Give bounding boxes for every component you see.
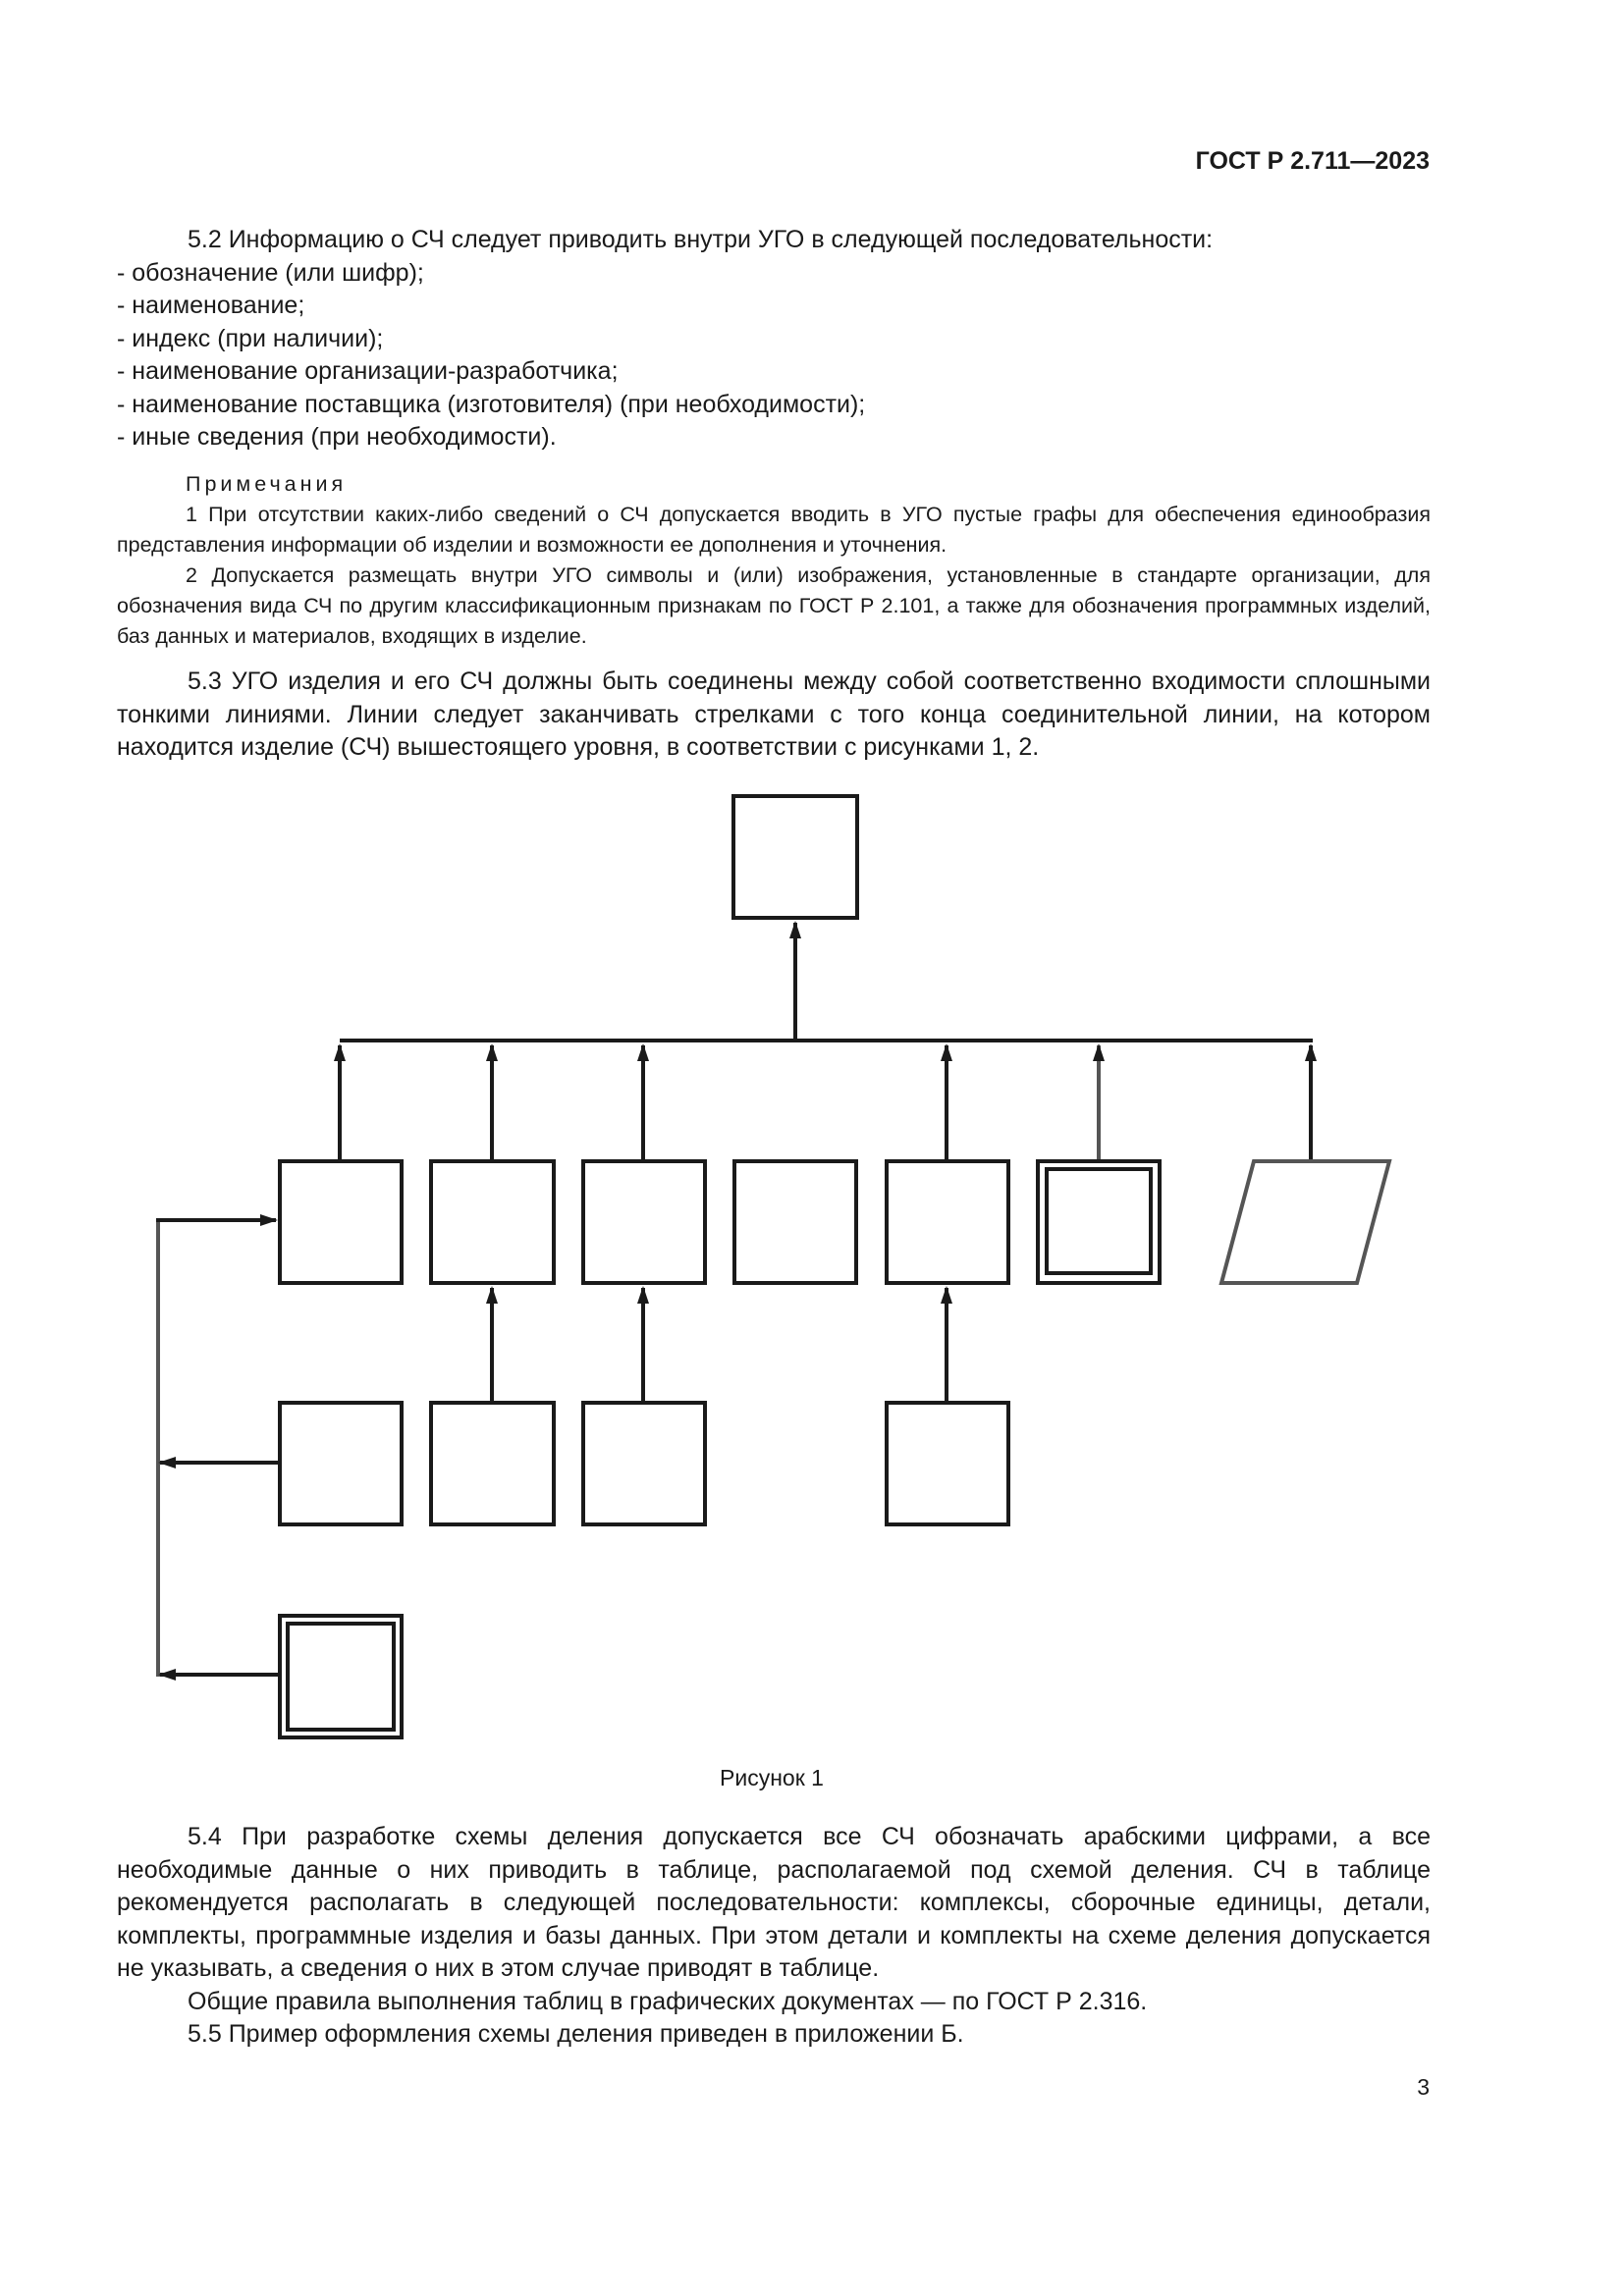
list-item: - иные сведения (при необходимости). xyxy=(117,423,557,451)
software-product-inner-frame xyxy=(1047,1169,1151,1273)
info-order-list xyxy=(117,257,1431,454)
section-5-2-intro: 5.2 Информацию о СЧ следует приводить внутри УГО в следующей последовательности: xyxy=(188,226,1214,253)
notes-block xyxy=(117,469,1431,652)
list-item: - наименование поставщика (изготовителя) (при необходимости); xyxy=(117,390,866,418)
list-item: - индекс (при наличии); xyxy=(117,324,384,352)
figure-caption: Рисунок 1 xyxy=(720,1765,824,1790)
component-box xyxy=(431,1403,554,1524)
section-5-3-text: 5.3 УГО изделия и его СЧ должны быть соединены между собой соответственно входимости сплошными тонкими линиями. Линии следует заканчивать стрелками с того конца соединительной линии, на котором находится изделие (СЧ) вышестоящего уровня, в соответствии с рисунками 1, 2. xyxy=(117,667,1431,761)
division-scheme-diagram xyxy=(0,775,1624,1757)
notes-title: Примечания xyxy=(186,472,348,496)
software-product-box xyxy=(1038,1161,1160,1283)
document-code: ГОСТ Р 2.711—2023 xyxy=(1195,147,1430,175)
list-item: - наименование организации-разработчика; xyxy=(117,357,619,385)
database-box xyxy=(280,1616,402,1737)
section-5-4 xyxy=(117,1821,1431,2052)
database-inner-frame xyxy=(288,1624,394,1730)
top-product-box xyxy=(733,796,857,918)
list-item: - обозначение (или шифр); xyxy=(117,258,424,287)
note-2: 2 Допускается размещать внутри УГО символы и (или) изображения, установленные в стандарте организации, для обозначения вида СЧ по другим классификационным признакам по ГОСТ Р 2.101, а также для обозначения программных изделий, баз данных и материалов, входящих в изделие. xyxy=(117,563,1431,648)
section-5-2 xyxy=(117,224,1431,454)
component-box xyxy=(734,1161,856,1283)
note-1: 1 При отсутствии каких-либо сведений о СЧ допускается вводить в УГО пустые графы для обеспечения единообразия представления информации об изделии и возможности ее дополнения и уточнения. xyxy=(117,503,1431,557)
list-item: - наименование; xyxy=(117,292,305,319)
section-5-3 xyxy=(117,666,1431,765)
component-box xyxy=(887,1403,1008,1524)
component-box xyxy=(431,1161,554,1283)
component-box xyxy=(583,1403,705,1524)
section-5-5-text: 5.5 Пример оформления схемы деления приведен в приложении Б. xyxy=(188,2020,964,2048)
component-box xyxy=(280,1161,402,1283)
general-rules-text: Общие правила выполнения таблиц в графических документах — по ГОСТ Р 2.316. xyxy=(188,1987,1148,2015)
component-box xyxy=(280,1403,402,1524)
section-5-4-text: 5.4 При разработке схемы деления допускается все СЧ обозначать арабскими цифрами, а все необходимые данные о них приводить в таблице, располагаемой под схемой деления. СЧ в таблице рекомендуется располагать в следующей последовательности: комплексы, сборочные единицы, детали, комплекты, программные изделия и базы данных. При этом детали и комплекты на схеме деления допускается не указывать, а сведения о них в этом случае приводят в таблице. xyxy=(117,1823,1431,1982)
material-parallelogram xyxy=(1221,1161,1389,1283)
page-number: 3 xyxy=(1417,2074,1430,2100)
component-box xyxy=(583,1161,705,1283)
component-box xyxy=(887,1161,1008,1283)
